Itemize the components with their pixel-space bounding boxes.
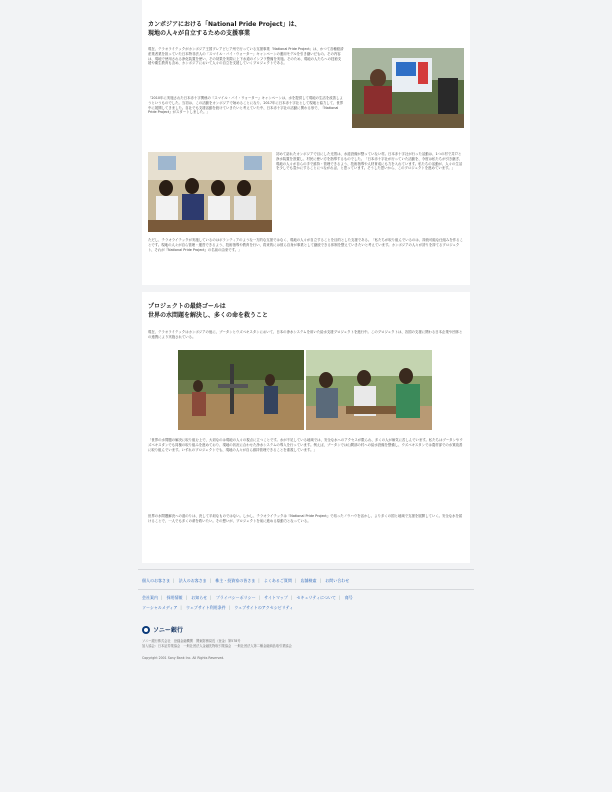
article-paragraph: 「2010年に実施された日本赤十字関係の『スマイル・バイ・ウォーター』キャンペーンは、水を提供して現地の生活を改善しようというものでした。当初は、この活動をカンボジアで始めることになり、2017年に日本赤十字社として現地と協力して、世界中に展開してきました。自社でも支援活動を続けていきたいと考えていた中、日本赤十字社の活動に関わる形で、『National Pride Project』がスタートしました。」	[148, 96, 344, 115]
footer-link[interactable]: 個人のお客さま	[142, 578, 170, 583]
footer-registration: ソニー銀行株式会社 登録金融機関 関東財務局長（登金）第578号	[142, 639, 241, 643]
article-paragraph: 世界の水問題解決への道のりは、決して平坦なものではない。しかし、テラオライテックは『National Pride Project』で培ったノウハウを活かし、より多くの国と地域で支援を展開していく。安全な水を届けることで、一人でも多くの命を救いたい。その想いが、プロジェクトを前に進める原動力となっている。	[148, 514, 463, 523]
footer-link[interactable]: セキュリティについて	[296, 595, 336, 600]
footer-link[interactable]: 法人のお客さま	[178, 578, 207, 583]
photo-team-meeting	[306, 350, 432, 430]
footer-link[interactable]: 店舗検索	[300, 578, 317, 583]
footer-link[interactable]: よくあるご質問	[263, 578, 292, 583]
footer-link[interactable]: お知らせ	[191, 595, 208, 600]
footer-divider	[138, 569, 474, 570]
photo-man-with-sign	[352, 48, 464, 128]
article-paragraph: 初めて訪れたカンボジアで目にした光景は、水道設備が整っていない村。日本赤十字社が行った活動は、1つの村で井戸と浄水装置を設置し、村民に使い方を指導するものでした。「日本赤十字社が行っていた活動を、今度は私たちが引き継ぎ、現地の人々が自らの手で維持・管理できるよう、技術指導や人材育成にも力を入れています。私たちの活動が、人々の生活を少しでも豊かにすることにつながれば、と思っています。そうした思いから、このプロジェクトを進めています。」	[276, 152, 463, 171]
article-paragraph: 現在、テラオライテックはカンボジアの他に、ブータンとウズベキスタンにおいて、日本の浄水システムを用いた給水支援プロジェクトを進行中。このプロジェクトは、各国の支援に関わる日本企業や団体との連携により実施されている。	[148, 330, 463, 339]
article-card-final-goal	[142, 292, 470, 563]
article-paragraph: ただし、テラオライテックが実施しているのはボランティアのような一方的な支援ではなく、現地の人々が自立することを目的とした支援である。「私たちが取り組んでいるのは、持続可能な仕組みを作ることです。現地の人々が自ら管理・運営できるよう、技術指導や教育を行い、将来的には彼ら自身が事業として継続できる体制を整えていきたいと考えています。カンボジアの人々が誇りを持てるプロジェクト、それが『National Pride Project』の名前の由来です。」	[148, 238, 463, 252]
brand-name: ソニー銀行	[153, 627, 183, 634]
photo-students-classroom	[148, 152, 272, 232]
article-title-line2: 現地の人々が自立するための支援事業	[148, 30, 251, 37]
footer-links-row3: ソーシャルメディア | ウェブサイト利用条件 | ウェブサイトのアクセシビリティ	[142, 605, 294, 610]
article-card-national-pride	[142, 0, 470, 285]
article-paragraph: 「世界の水問題の解決に取り組む上で、大切なのは現地の人々の視点に立つことです。水が不足している地域では、安全な水へのアクセスが限られ、多くの人が病気に苦しんでいます。私たちはブータンやウズベキスタンでも同様の取り組みを進めており、現地の状況に合わせた浄水システムの導入を行っています。例えば、ブータンでは山間部の村への給水設備を整備し、ウズベキスタンでは農村部での水質改善に取り組んでいます。いずれのプロジェクトでも、現地の人々が自ら維持管理できることを重視しています。」	[148, 438, 463, 452]
footer-copyright: Copyright 2001 Sony Bank Inc. All Rights Reserved.	[142, 656, 225, 660]
footer-links-row2: 会社案内 | 採用情報 | お知らせ | プライバシーポリシー | サイトマップ | セキュリティについて | 商号	[142, 595, 353, 600]
footer-associations: 加入協会：日本証券業協会 一般社団法人金融先物取引業協会 一般社団法人第二種金融商品取引業協会	[142, 644, 292, 648]
article-title-line2: 世界の水問題を解決し、多くの命を救うこと	[148, 312, 269, 319]
article-paragraph: 現在、テラオライテックがカンボジア王国プレアビヒア州で行っている支援事業「National Pride Project」は、かつて各種経済産業者業を担っていた日本特非法人の「スマイル・バイ・ウォーター」キャンペーンの運用モデルを引き継いだもの。その内容は、現地で使用される浄化装置を使い、その効果を実際に上下水道のインフラ整備を実施。そのため、現地の人たちへの技術支援や衛生教育も含め、カンボジアにおいて人々の自立を支援していくプロジェクトである。	[148, 47, 344, 66]
article-title-line1: プロジェクトの最終ゴールは	[148, 303, 226, 310]
footer-link[interactable]: 採用情報	[166, 595, 183, 600]
brand-logo[interactable]	[142, 625, 183, 634]
footer-link[interactable]: サイトマップ	[264, 595, 288, 600]
footer-link[interactable]: お問い合わせ	[325, 578, 350, 583]
footer-link[interactable]: ウェブサイト利用条件	[186, 605, 226, 610]
logo-icon	[142, 626, 150, 634]
photo-well-construction	[178, 350, 304, 430]
footer-link[interactable]: 商号	[344, 595, 353, 600]
article-title-line1: カンボジアにおける「National Pride Project」は、	[148, 21, 301, 28]
footer-link[interactable]: プライバシーポリシー	[215, 595, 256, 600]
footer-links-row1: 個人のお客さま | 法人のお客さま | 株主・投資家の皆さま | よくあるご質問 | 店舗検索 | お問い合わせ	[142, 578, 350, 583]
footer-link[interactable]: ウェブサイトのアクセシビリティ	[234, 605, 294, 610]
footer-divider	[138, 589, 474, 590]
footer-link[interactable]: 会社案内	[142, 595, 158, 600]
footer-link[interactable]: ソーシャルメディア	[142, 605, 178, 610]
footer-link[interactable]: 株主・投資家の皆さま	[215, 578, 256, 583]
